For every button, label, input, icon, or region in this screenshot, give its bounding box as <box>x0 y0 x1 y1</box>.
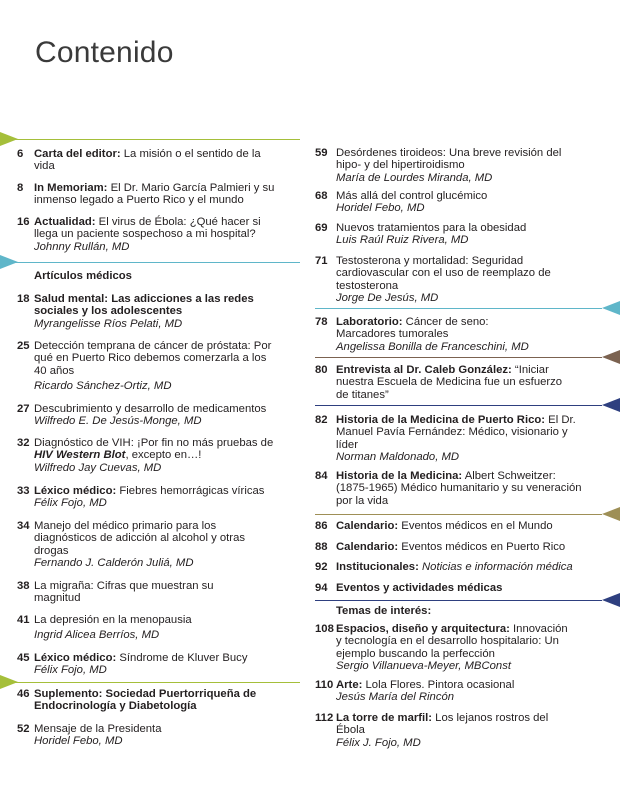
page-number: 71 <box>315 255 328 267</box>
page-number: 59 <box>315 147 328 159</box>
page-number: 18 <box>17 293 30 305</box>
section-heading-articulos: Artículos médicos <box>34 270 132 282</box>
green-tab-left-bottom <box>0 675 18 689</box>
page-number: 52 <box>17 723 30 735</box>
page-number: 38 <box>17 580 30 592</box>
page-number: 33 <box>17 485 30 497</box>
page-number: 112 <box>315 712 334 724</box>
divider-gold-right <box>315 514 602 515</box>
page-number: 86 <box>315 520 328 532</box>
page-title: Contenido <box>35 36 174 69</box>
page-number: 41 <box>17 614 30 626</box>
divider-teal-left <box>0 262 300 263</box>
divider-navy-right <box>315 405 602 406</box>
section-heading-temas: Temas de interés: <box>336 605 432 617</box>
page-number: 6 <box>17 148 24 160</box>
page-number: 69 <box>315 222 328 234</box>
divider-green-left <box>0 682 300 683</box>
page-number: 8 <box>17 182 24 194</box>
page-number: 45 <box>17 652 30 664</box>
teal-tab-right <box>602 301 620 315</box>
page-number: 32 <box>17 437 30 449</box>
navy-tab-right <box>602 398 620 412</box>
gold-tab-right <box>602 507 620 521</box>
divider-left-top <box>0 139 300 140</box>
page-number: 16 <box>17 216 30 228</box>
divider-navy-right-2 <box>315 600 602 601</box>
page-number: 88 <box>315 541 328 553</box>
page-number: 80 <box>315 364 328 376</box>
page-number: 84 <box>315 470 328 482</box>
page-number: 92 <box>315 561 328 573</box>
divider-brown-right <box>315 357 602 358</box>
brown-tab-right <box>602 350 620 364</box>
page-number: 110 <box>315 679 334 691</box>
page-number: 27 <box>17 403 30 415</box>
page-number: 82 <box>315 414 328 426</box>
page-number: 46 <box>17 688 30 700</box>
page-number: 78 <box>315 316 328 328</box>
page-number: 68 <box>315 190 328 202</box>
teal-tab-left <box>0 255 18 269</box>
divider-teal-right <box>315 308 602 309</box>
page-number: 108 <box>315 623 334 635</box>
page-number: 25 <box>17 340 30 352</box>
page-number: 94 <box>315 582 328 594</box>
page-number: 34 <box>17 520 30 532</box>
navy-tab-right-2 <box>602 593 620 607</box>
